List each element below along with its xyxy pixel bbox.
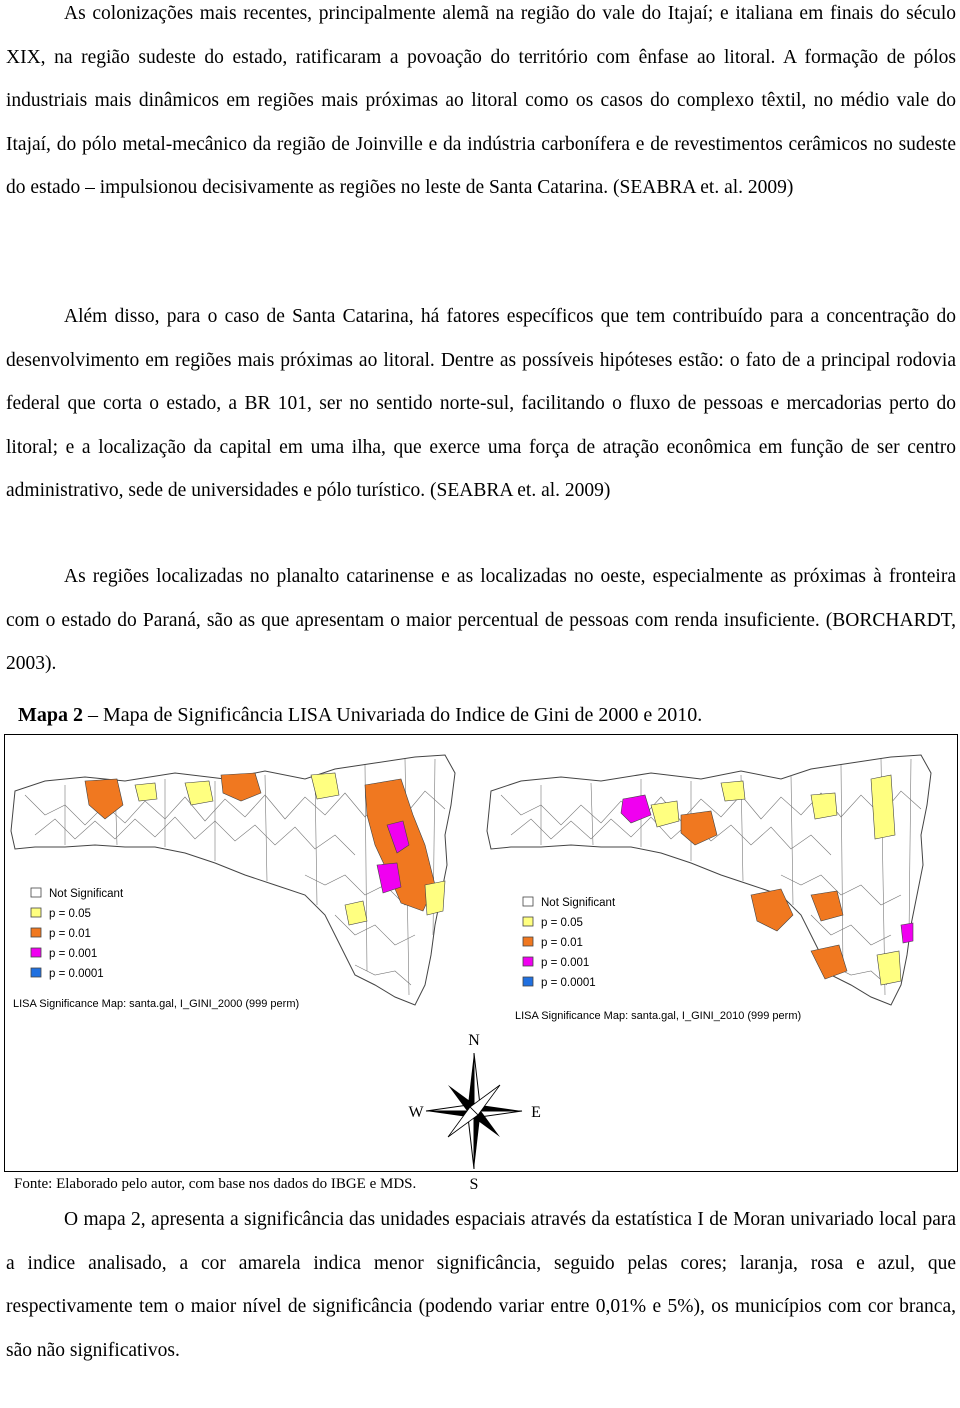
legend-2010-item-2: p = 0.01 bbox=[541, 937, 583, 949]
map-2000-title: LISA Significance Map: santa.gal, I_GINI_2000 (999 perm) bbox=[13, 998, 300, 1010]
compass-rose bbox=[408, 1032, 540, 1193]
legend-2000 bbox=[13, 888, 299, 1010]
legend-2010-item-3: p = 0.001 bbox=[541, 957, 590, 969]
cluster-yellow-e-2000 bbox=[345, 901, 367, 925]
cluster-pink-coast-2010 bbox=[901, 923, 913, 943]
figure-source: Fonte: Elaborado pelo autor, com base nos dados do IBGE e MDS. bbox=[14, 1176, 417, 1192]
map-2000 bbox=[11, 755, 455, 1010]
caption-text: – Mapa de Significância LISA Univariada do Indice de Gini de 2000 e 2010. bbox=[83, 704, 703, 726]
figure-caption bbox=[18, 704, 702, 727]
cluster-yellow-south-2010 bbox=[877, 951, 901, 985]
cluster-yellow-d-2000 bbox=[425, 881, 445, 915]
legend-2000-item-2: p = 0.01 bbox=[49, 928, 91, 940]
cluster-yellow-east-2010 bbox=[871, 775, 895, 839]
compass-west: W bbox=[408, 1104, 424, 1121]
map-2010-title: LISA Significance Map: santa.gal, I_GINI_2010 (999 perm) bbox=[515, 1010, 802, 1022]
legend-2000-item-1: p = 0.05 bbox=[49, 908, 91, 920]
legend-2010-item-4: p = 0.0001 bbox=[541, 977, 596, 989]
paragraph-colonization: As colonizações mais recentes, principalmente alemã na região do vale do Itajaí; e italiana em finais do século XIX, na região sudeste do estado, ratificaram a povoação do território com ênfase ao litoral. A formação de pólos industriais mais dinâmicos em regiões mais próximas ao litoral como os casos do complexo têxtil, no médio vale do Itajaí, do pólo metal-mecânico da região de Joinville e da indústria carbonífera e de revestimentos cerâmicos no sudeste do estado – impulsionou decisivamente as regiões no leste de Santa Catarina. (SEABRA et. al. 2009) bbox=[6, 3, 956, 198]
compass-south: S bbox=[469, 1176, 479, 1193]
legend-2000-item-4: p = 0.0001 bbox=[49, 968, 104, 980]
cluster-yellow-ne-2010 bbox=[811, 793, 837, 819]
compass-east: E bbox=[531, 1104, 541, 1121]
compass-north: N bbox=[468, 1032, 480, 1049]
caption-label: Mapa 2 bbox=[18, 704, 83, 726]
legend-2010-item-1: p = 0.05 bbox=[541, 917, 583, 929]
legend-2000-item-0: Not Significant bbox=[49, 888, 124, 900]
paragraph-map-description: O mapa 2, apresenta a significância das unidades espaciais através da estatística I de Moran univariado local para a indice analisado, a cor amarela indica menor significância, seguido pelas cores; laranja, rosa e azul, que respectivamente tem o maior nível de significância (podendo variar entre 0,01% e 5%), os municípios com cor branca, são não significativos. bbox=[6, 1209, 956, 1361]
map-2010 bbox=[487, 755, 931, 1022]
paragraph-factors: Além disso, para o caso de Santa Catarina, há fatores específicos que tem contribuído para a concentração do desenvolvimento em regiões mais próximas ao litoral. Dentre as possíveis hipóteses estão: o fato de a principal rodovia federal que corta o estado, a BR 101, ser no sentido norte-sul, facilitando o fluxo de pessoas e mercadorias perto do litoral; e a localização da capital em uma ilha, que exerce uma força de atração econômica em função de ser centro administrativo, sede de universidades e pólo turístico. (SEABRA et. al. 2009) bbox=[6, 306, 956, 501]
cluster-yellow-west-2010 bbox=[721, 781, 745, 801]
paragraph-regions: As regiões localizadas no planalto catarinense e as localizadas no oeste, especialmente as próximas à fronteira com o estado do Paraná, são as que apresentam o maior percentual de pessoas com renda insuficiente. (BORCHARDT, 2003). bbox=[6, 566, 956, 674]
legend-2010-item-0: Not Significant bbox=[541, 897, 616, 909]
legend-2000-item-3: p = 0.001 bbox=[49, 948, 98, 960]
cluster-yellow-c-2000 bbox=[135, 783, 157, 801]
